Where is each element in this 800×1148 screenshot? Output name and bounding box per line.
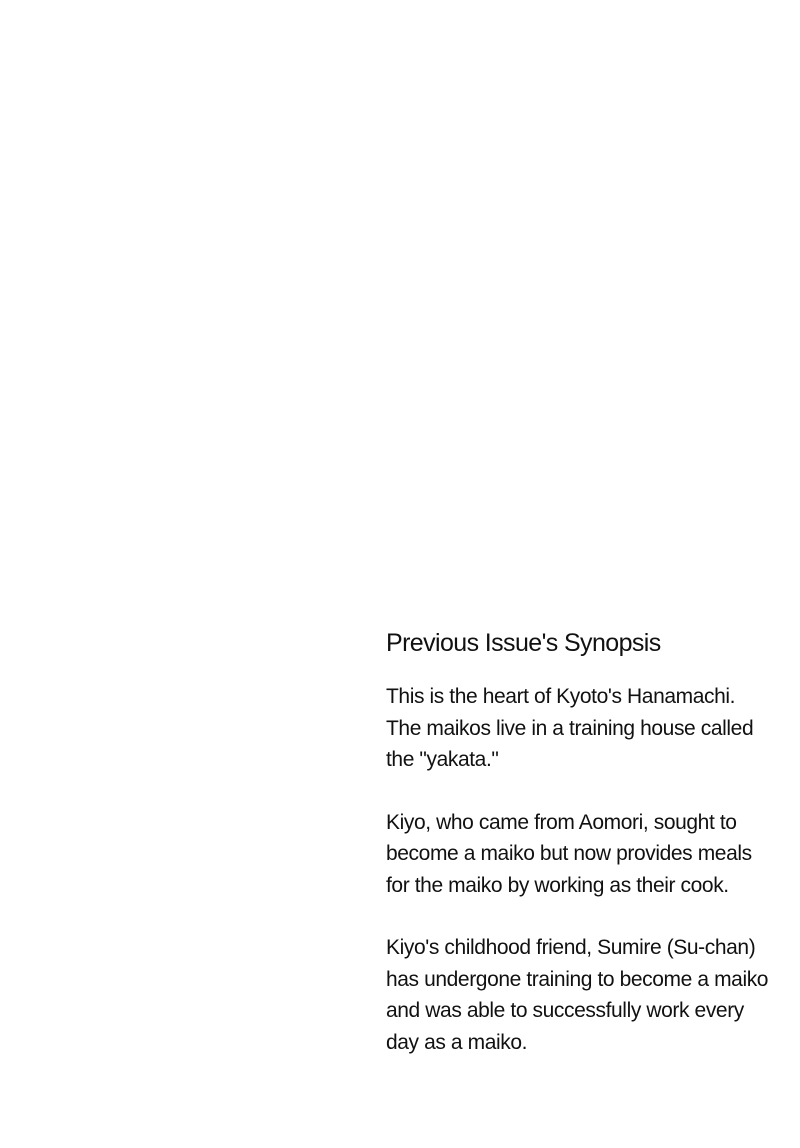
text-line: for the maiko by working as their cook. (386, 873, 729, 897)
text-line: This is the heart of Kyoto's Hanamachi. (386, 685, 736, 708)
text-line: Kiyo, who came from Aomori, sought to (386, 810, 737, 834)
text-line: become a maiko but now provides meals (386, 842, 752, 865)
text-line: and was able to successfully work every (386, 999, 744, 1022)
text-line: The maikos live in a training house called (386, 716, 754, 740)
synopsis-paragraph-2 (386, 807, 786, 902)
synopsis-paragraph-3 (386, 932, 786, 1058)
text-line: Kiyo's childhood friend, Sumire (Su-chan) (386, 936, 756, 959)
text-line: the "yakata." (386, 748, 499, 771)
text-line: day as a maiko. (386, 1030, 528, 1054)
synopsis-paragraph-1 (386, 681, 786, 776)
synopsis-title: Previous Issue's Synopsis (386, 629, 661, 657)
synopsis-block (386, 626, 786, 1089)
text-line: has undergone training to become a maiko (386, 967, 769, 991)
